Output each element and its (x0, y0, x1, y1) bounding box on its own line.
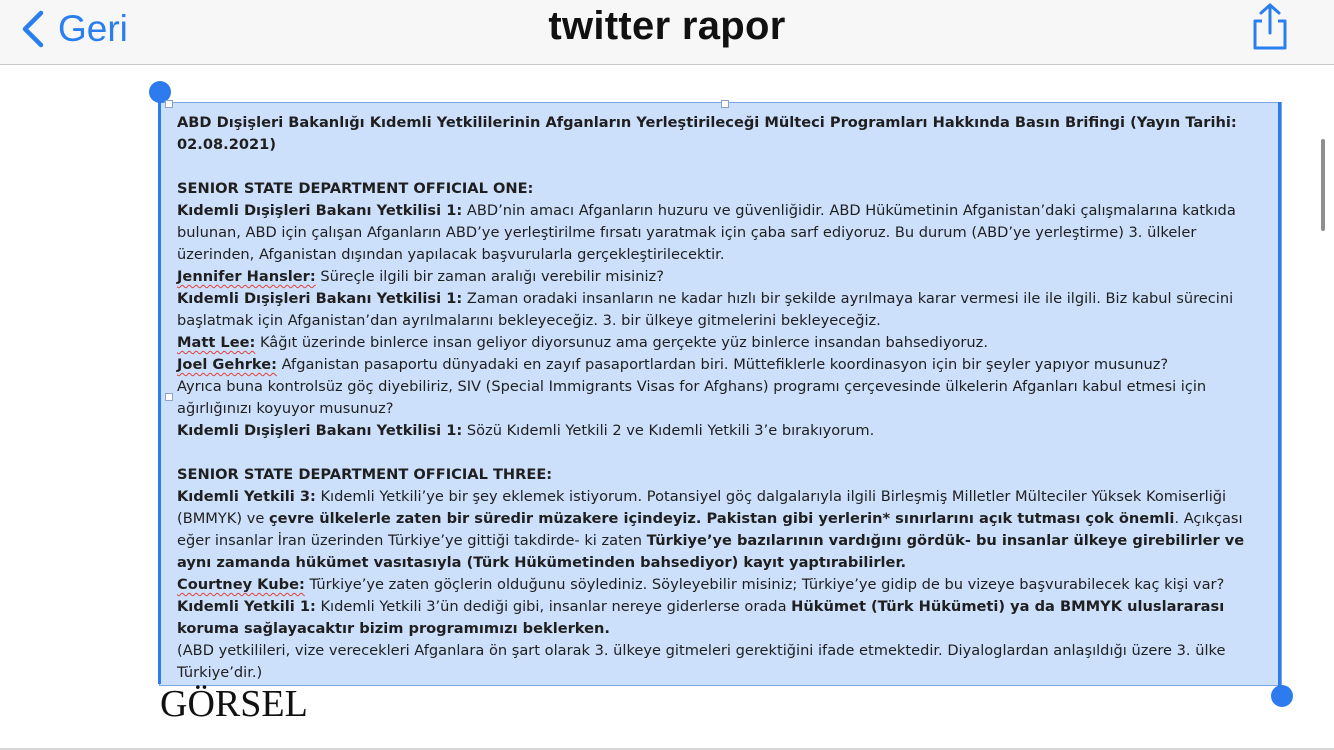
paragraph: Ayrıca buna kontrolsüz göç diyebiliriz, SIV (Special Immigrants Visas for Afghans) programı çerçevesinde ülkelerin Afganları kabul etmesi için ağırlığınızı koyuyor musunuz? (177, 378, 1207, 417)
selection-end-handle[interactable] (1271, 685, 1293, 707)
nav-bar (0, 0, 1334, 65)
paragraph: Kıdemli Dışişleri Bakanı Yetkilisi 1: ABD’nin amacı Afganların huzuru ve güvenliğidir. ABD Hükümetinin Afganistan’daki çalışmalarına katkıda bulunan, ABD için çalışan Afganların ABD’ye yerleştirilme fırsatı yaratmak için çaba sarf ediyoruz. Bu durum (ABD’ye yerleştirme) 3. ülkeler üzerinden, Afganistan dışından yapılacak başvurularla gerçekleştirilecektir. (177, 202, 1236, 263)
resize-handle-middle-left[interactable] (165, 393, 173, 401)
selection-end-line (1278, 102, 1281, 696)
page-title: twitter rapor (548, 4, 786, 48)
section-heading: SENIOR STATE DEPARTMENT OFFICIAL THREE: (177, 466, 553, 483)
document-title: ABD Dışişleri Bakanlığı Kıdemli Yetkililerinin Afganların Yerleştirileceği Mülteci Programları Hakkında Basın Brifingi (Yayın Tarihi: 02.08.2021) (177, 114, 1237, 153)
share-button[interactable] (1248, 2, 1292, 52)
paragraph: Jennifer Hansler: Süreçle ilgili bir zaman aralığı verebilir misiniz? (177, 268, 664, 285)
share-icon (1248, 2, 1292, 52)
paragraph: Joel Gehrke: Afganistan pasaportu dünyadaki en zayıf pasaportlardan biri. Müttefiklerle koordinasyon için bir şeyler yapıyor musunuz? (177, 356, 1169, 373)
resize-handle-top-left[interactable] (165, 100, 173, 108)
paragraph: Courtney Kube: Türkiye’ye zaten göçlerin olduğunu söylediniz. Söyleyebilir misiniz; Türkiye’ye gidip de bu vizeye başvurabilecek kaç kişi var? (177, 576, 1225, 593)
image-caption: GÖRSEL (160, 683, 308, 725)
paragraph: (ABD yetkilileri, vize verecekleri Afganlara ön şart olarak 3. ülkeye gitmeleri gerektiğini ifade etmektedir. Diyaloglardan anlaşıldığı üzere 3. ülke Türkiye’dir.) (177, 642, 1226, 681)
scrollbar[interactable] (1321, 139, 1325, 231)
document-text (177, 112, 1277, 684)
back-label: Geri (58, 8, 128, 49)
selection-start-line (158, 92, 161, 684)
section-heading: SENIOR STATE DEPARTMENT OFFICIAL ONE: (177, 180, 534, 197)
paragraph: Kıdemli Dışişleri Bakanı Yetkilisi 1: Zaman oradaki insanların ne kadar hızlı bir şekilde ayrılmaya karar vermesi ile ile ilgili. Biz kabul sürecini başlatmak için Afganistan’dan ayrılmalarını bekleyeceğiz. 3. bir ülkeye gitmelerini bekleyeceğiz. (177, 290, 1234, 329)
paragraph: Matt Lee: Kâğıt üzerinde binlerce insan geliyor diyorsunuz ama gerçekte yüz binlerce insandan bahsediyoruz. (177, 334, 988, 351)
resize-handle-top-middle[interactable] (721, 100, 729, 108)
paragraph: Kıdemli Yetkili 3: Kıdemli Yetkili’ye bir şey eklemek istiyorum. Potansiyel göç dalgalarıyla ilgili Birleşmiş Milletler Mülteciler Yüksek Komiserliği (BMMYK) ve çevre ülkelerle zaten bir süredir müzakere içindeyiz. Pakistan gibi yerlerin* sınırlarını açık tutması çok önemli. Açıkçası eğer insanlar İran üzerinden Türkiye’ye gittiği takdirde- ki zaten Türkiye’ye bazılarının vardığını gördük- bu insanlar ülkeye girebilirler ve aynı zamanda hükümet vasıtasıyla (Türk Hükümetinden bahsediyor) kayıt yaptırabilirler. (177, 488, 1245, 571)
paragraph: Kıdemli Dışişleri Bakanı Yetkilisi 1: Sözü Kıdemli Yetkili 2 ve Kıdemli Yetkili 3’e bırakıyorum. (177, 422, 875, 439)
paragraph: Kıdemli Yetkili 1: Kıdemli Yetkili 3’ün dediği gibi, insanlar nereye giderlerse orada Hükümet (Türk Hükümeti) ya da BMMYK uluslararası koruma sağlayacaktır bizim programımızı beklerken. (177, 598, 1225, 637)
